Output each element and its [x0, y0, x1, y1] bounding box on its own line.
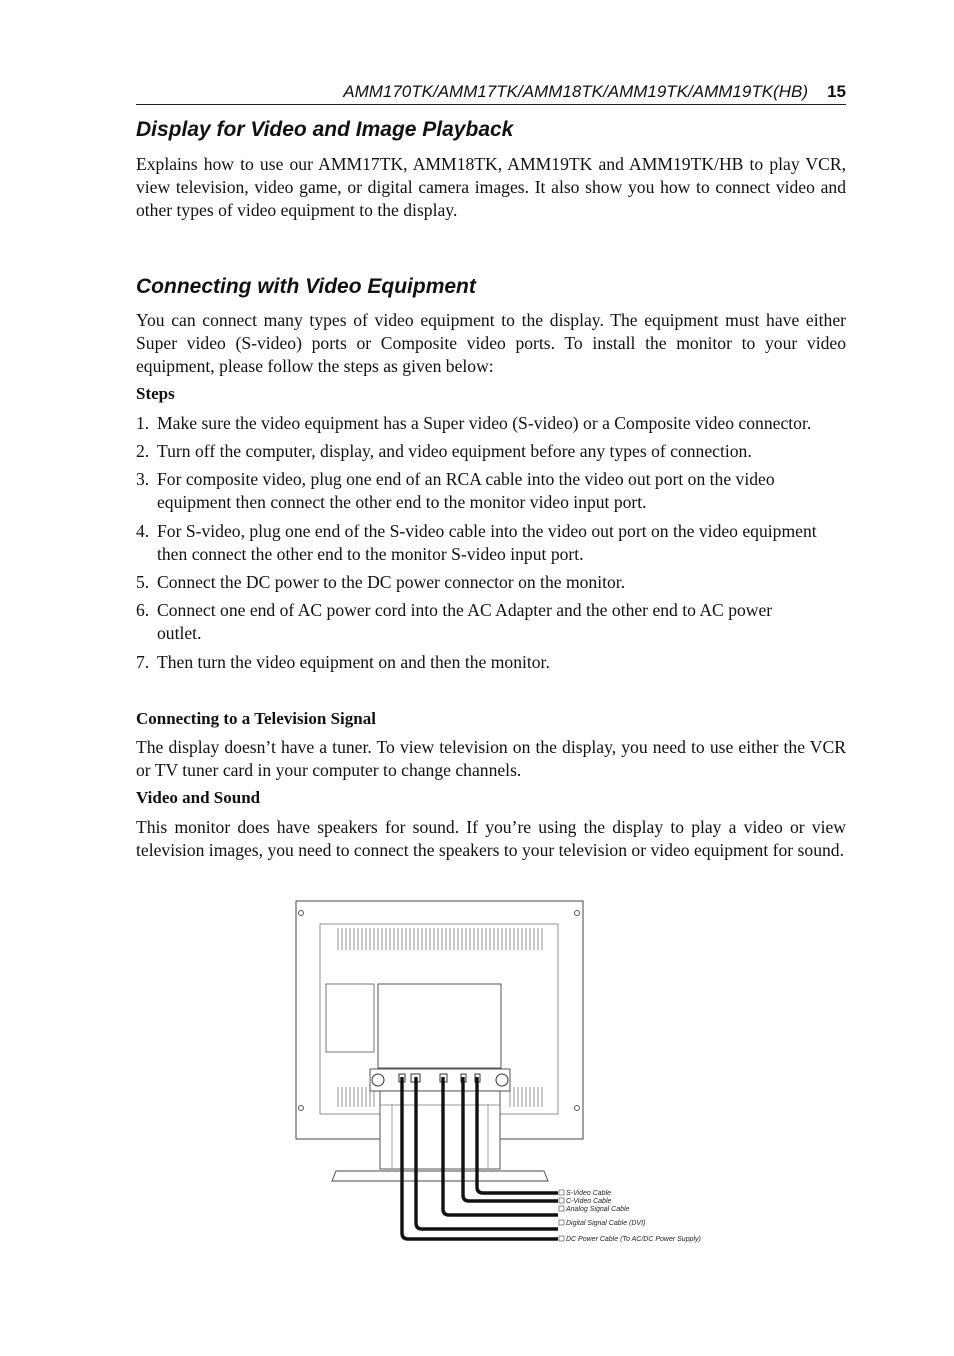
step-number: 7.	[136, 652, 150, 672]
section-title-video-playback: Display for Video and Image Playback	[136, 118, 514, 141]
s-video-cable-label: S-Video Cable	[566, 1190, 612, 1197]
video-equipment-text: You can connect many types of video equipment to the display. The equipment must have either Super video (S-video) ports or Composite video ports. To install the monitor to your video equipment, please follow the steps as given below:	[136, 310, 846, 376]
step-text: Connect one end of AC power cord into the AC Adapter and the other end to AC power outlet.	[157, 600, 773, 643]
digital-signal-cable-label: Digital Signal Cable (DVI)	[566, 1220, 646, 1227]
step-text: Then turn the video equipment on and then the monitor.	[157, 652, 550, 672]
c-video-cable-label: C-Video Cable	[566, 1198, 612, 1205]
step-text: Make sure the video equipment has a Super video (S-video) or a Composite video connector.	[157, 413, 812, 433]
steps-heading: Steps	[136, 384, 175, 403]
model-numbers: AMM170TK/AMM17TK/AMM18TK/AMM19TK/AMM19TK(HB)	[343, 82, 808, 101]
step-text: Turn off the computer, display, and video equipment before any types of connection.	[157, 441, 752, 461]
step-number: 3.	[136, 469, 150, 489]
step-number: 4.	[136, 521, 150, 541]
section-title-video-equipment: Connecting with Video Equipment	[136, 275, 476, 298]
step-number: 6.	[136, 600, 150, 620]
tv-signal-text: The display doesn’t have a tuner. To view television on the display, you need to use either the VCR or TV tuner card in your computer to change channels.	[136, 737, 846, 780]
monitor-rear-connection-diagram	[280, 895, 740, 1255]
page-number: 15	[827, 82, 846, 101]
page-header	[136, 82, 846, 105]
step-number: 2.	[136, 441, 150, 461]
step-number: 1.	[136, 413, 150, 433]
video-sound-text: This monitor does have speakers for sound. If you’re using the display to play a video or view television images, you need to connect the speakers to your television or video equipment for sound.	[136, 817, 846, 860]
step-number: 5.	[136, 572, 150, 592]
step-text: For composite video, plug one end of an RCA cable into the video out port on the video equipment then connect the other end to the monitor video input port.	[157, 469, 775, 512]
tv-signal-heading: Connecting to a Television Signal	[136, 709, 376, 728]
video-sound-heading: Video and Sound	[136, 788, 261, 807]
section-intro-text: Explains how to use our AMM17TK, AMM18TK, AMM19TK and AMM19TK/HB to play VCR, view television, video game, or digital camera images. It also show you how to connect video and other types of video equipment to the display.	[136, 154, 846, 220]
step-text: Connect the DC power to the DC power connector on the monitor.	[157, 572, 626, 592]
dc-power-cable-label: DC Power Cable (To AC/DC Power Supply)	[566, 1236, 701, 1243]
analog-signal-cable-label: Analog Signal Cable	[566, 1206, 630, 1213]
step-text: For S-video, plug one end of the S-video cable into the video out port on the video equipment then connect the other end to the monitor S-video input port.	[157, 521, 817, 564]
